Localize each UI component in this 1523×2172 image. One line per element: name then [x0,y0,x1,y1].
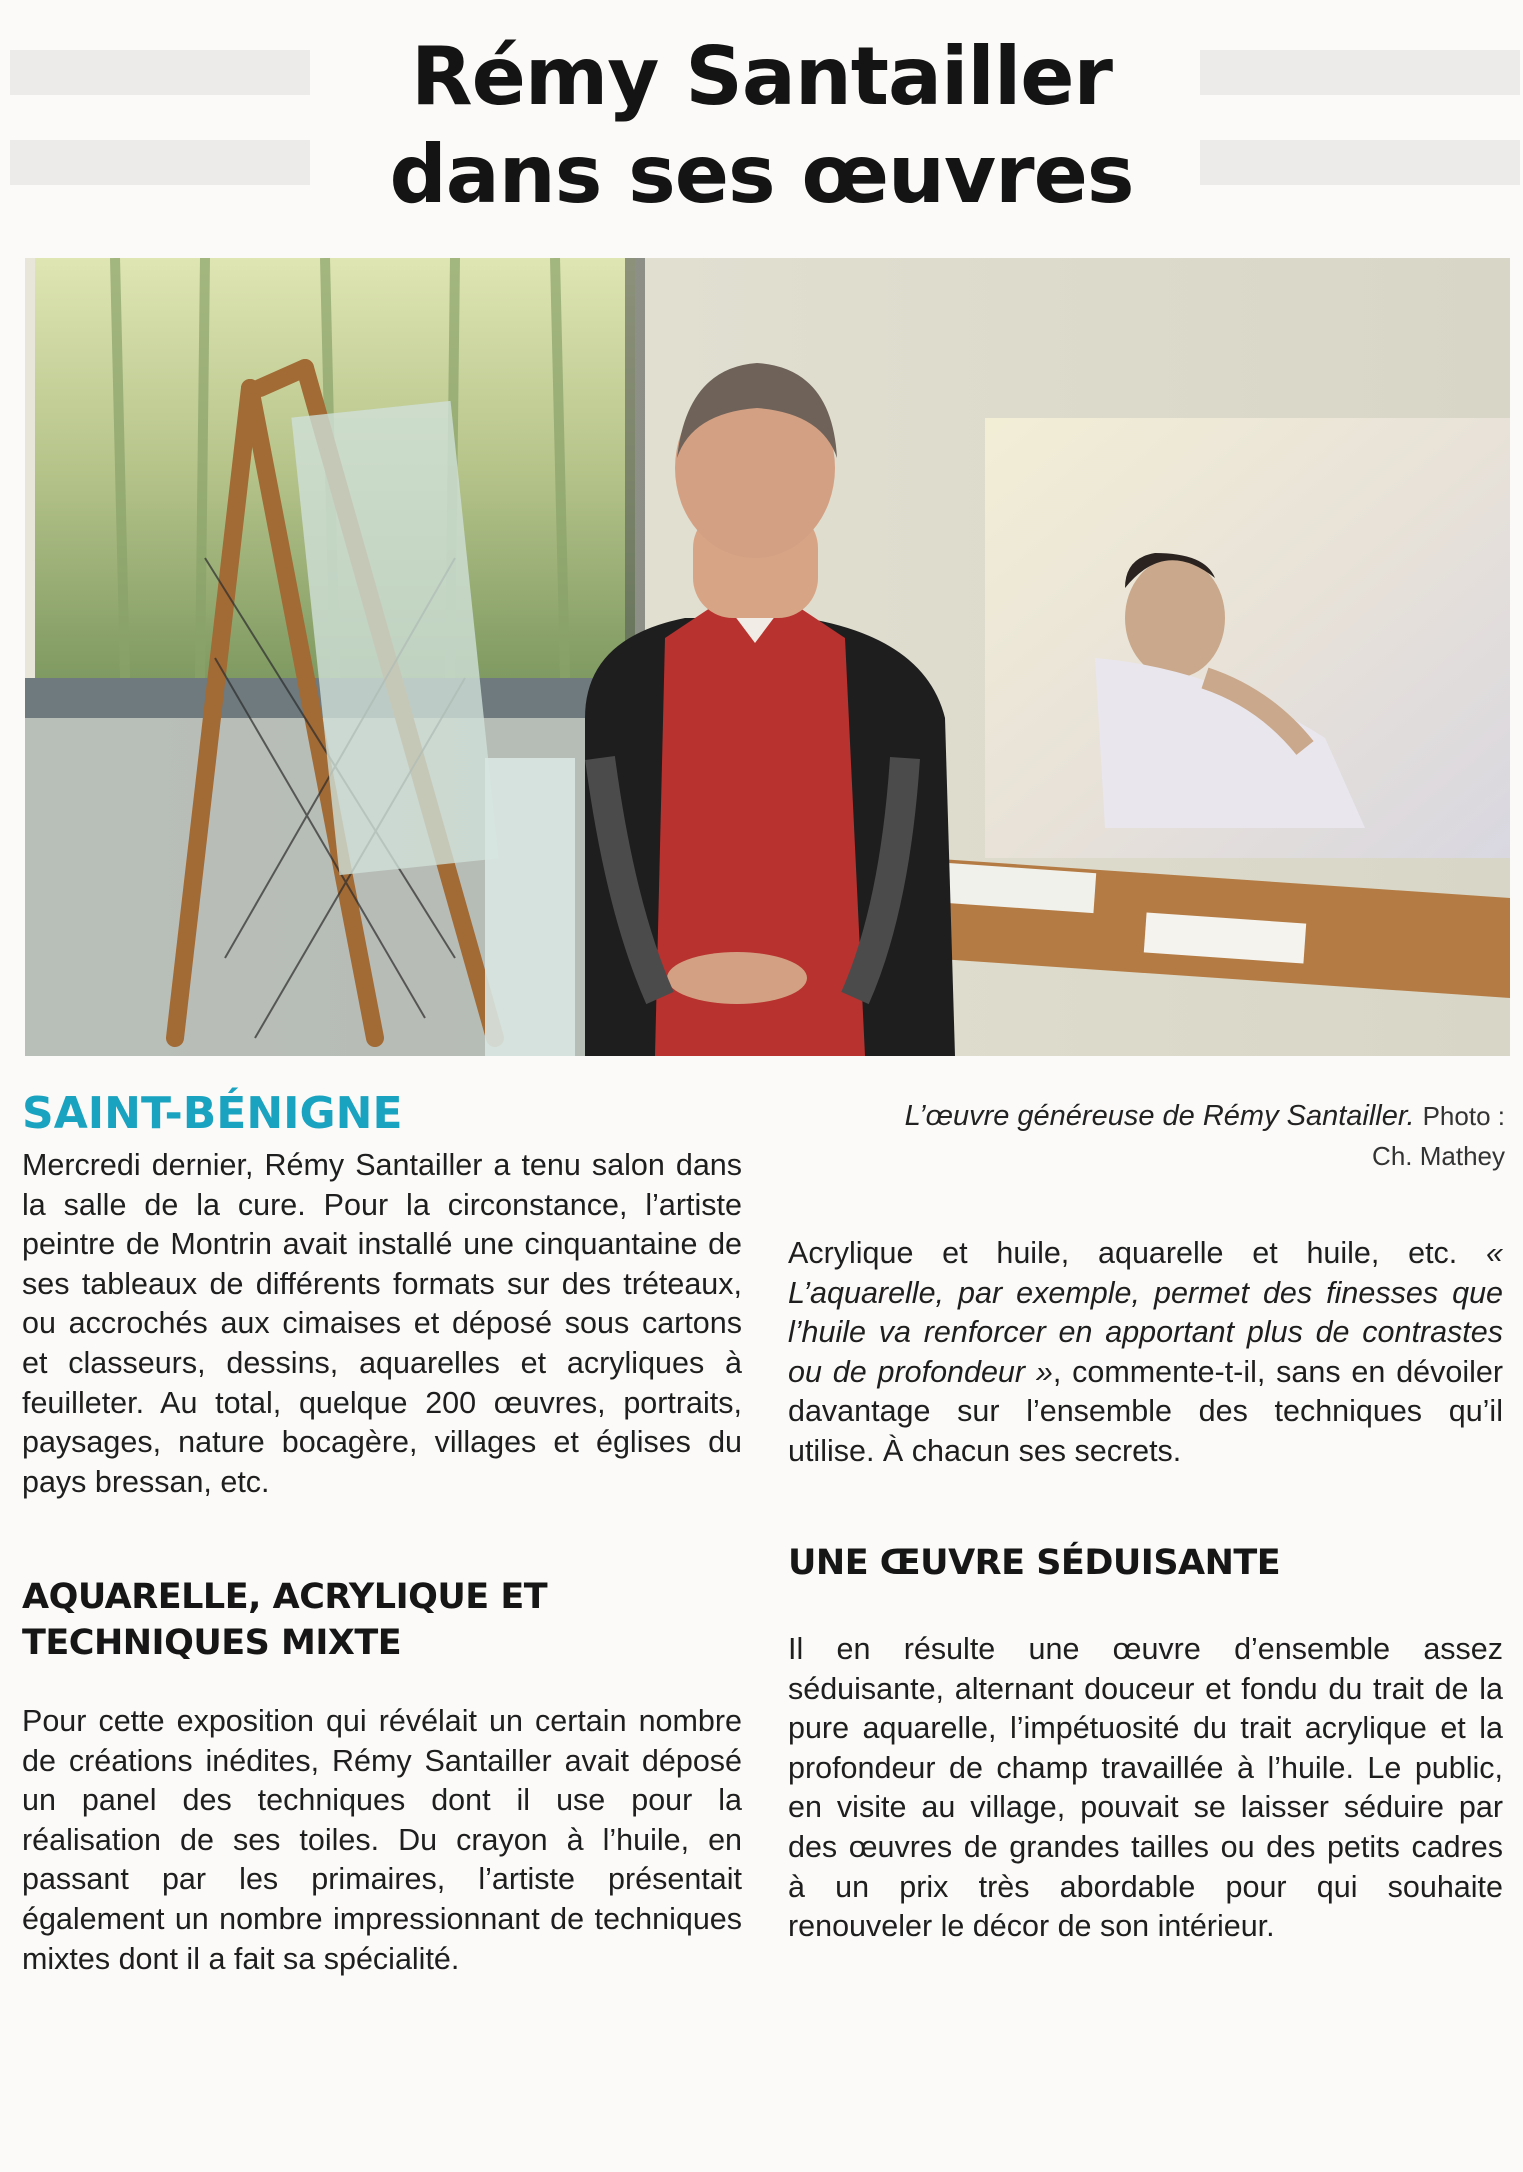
page-title [0,28,1523,224]
intro-paragraph: Mercredi dernier, Rémy Santailler a tenu salon dans la salle de la cure. Pour la circonstance, l’artiste peintre de Montrin avait installé une cinquantaine de ses tableaux de différents formats sur des tréteaux, ou accrochés aux cimaises et déposé sous cartons et classeurs, dessins, aquarelles et acryliques à feuilleter. Au total, quelque 200 œuvres, portraits, paysages, nature bocagère, villages et églises du pays bressan, etc. [22,1148,742,1499]
title-line-2: dans ses œuvres [389,128,1134,221]
artist-quote: « L’aquarelle, par exemple, permet des finesses que l’huile va renforcer en apportant plus de contrastes ou de profondeur » [788,1236,1503,1389]
photo-credit-label: Photo : [1422,1101,1505,1131]
article-photo [25,258,1510,1056]
caption-text: L’œuvre généreuse de Rémy Santailler. [904,1100,1415,1132]
seduisante-paragraph: Il en résulte une œuvre d’ensemble assez séduisante, alternant douceur et fondu du trait de la pure aquarelle, l’impétuosité du trait acrylique et la profondeur de champ travaillée à l’huile. Le public, en visite au village, pouvait se laisser séduire par des œuvres de grandes tailles ou des petits cadres à un prix très abordable pour qui souhaite renouveler le décor de son intérieur. [788,1632,1503,1944]
photo-caption [760,1096,1505,1176]
techniques-paragraph: Pour cette exposition qui révélait un certain nombre de créations inédites, Rémy Santailler avait déposé un panel des techniques dont il use pour la réalisation de ses toiles. Du crayon à l’huile, en passant par les primaires, l’artiste présentait également un nombre impressionnant de techniques mixtes dont il a fait sa spécialité. [22,1704,742,1976]
location-kicker: SAINT-BÉNIGNE [22,1088,403,1139]
subheading-techniques-line2: TECHNIQUES MIXTE [22,1623,402,1663]
title-line-1: Rémy Santailler [411,30,1112,123]
photo-credit-name: Ch. Mathey [1372,1141,1505,1171]
techniques-paragraph-block [22,1702,742,1979]
seduisante-paragraph-block [788,1630,1503,1947]
subheading-techniques-line1: AQUARELLE, ACRYLIQUE ET [22,1577,548,1617]
quote-paragraph-start: Acrylique et huile, aquarelle et huile, etc. [788,1236,1458,1270]
photo-illustration [25,258,1510,1056]
intro-paragraph-block [22,1146,742,1502]
subheading-techniques [22,1574,742,1666]
quote-paragraph [788,1234,1503,1472]
quote-paragraph-end: , commente-t-il, sans en dévoiler davantage sur l’ensemble des techniques qu’il utilise. À chacun ses secrets. [788,1354,1504,1468]
subheading-seduisante: UNE ŒUVRE SÉDUISANTE [788,1543,1281,1583]
quote-paragraph-block [788,1234,1503,1472]
